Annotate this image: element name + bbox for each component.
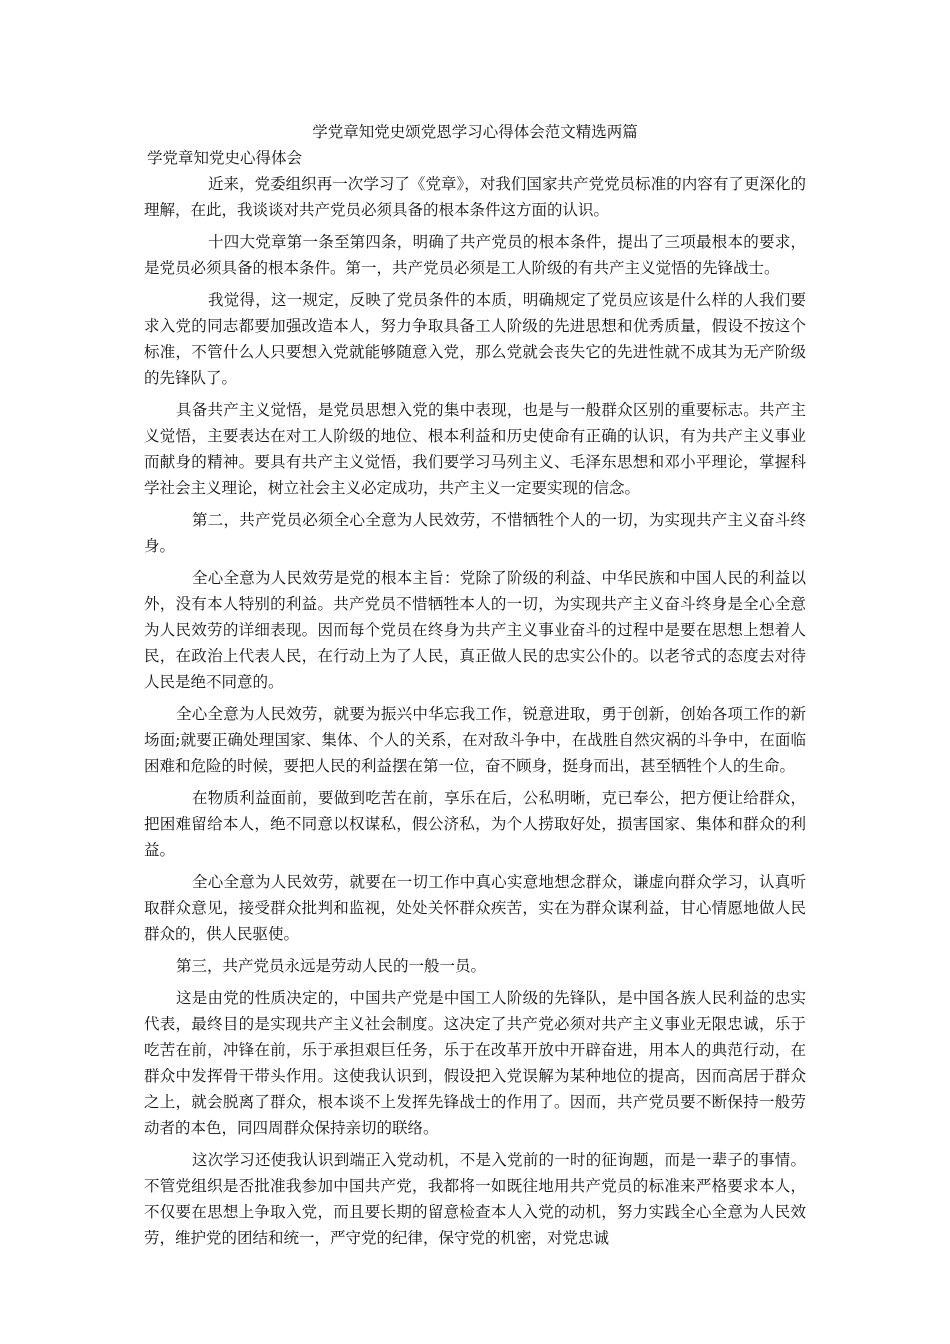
paragraph: 第三，共产党员永远是劳动人民的一般一员。 xyxy=(176,957,487,975)
paragraph: 第二，共产党员必须全心全意为人民效劳，不惜牺牲个人的一切，为实现共产主义奋斗终身。 xyxy=(144,511,806,555)
paragraph: 近来，党委组织再一次学习了《党章》，对我们国家共产党党员标准的内容有了更深化的理解，在此，我谈谈对共产党员必须具备的根本条件这方面的认识。 xyxy=(144,175,806,219)
paragraph: 这次学习还使我认识到端正入党动机，不是入党前的一时的征询题，而是一辈子的事情。不管党组织是否批准我参加中国共产党，我都将一如既往地用共产党员的标准来严格要求本人，不仅要在思想上争取入党，而且要长期的留意检查本人入党的动机，努力实践全心全意为人民效劳，维护党的团结和统一，严守党的纪律，保守党的机密，对党忠诚 xyxy=(144,1151,806,1247)
paragraph: 全心全意为人民效劳，就要在一切工作中真心实意地想念群众，谦虚向群众学习，认真听取群众意见，接受群众批判和监视，处处关怀群众疾苦，实在为群众谋利益，甘心情愿地做人民群众的，供人民驱使。 xyxy=(144,873,806,943)
paragraph: 具备共产主义觉悟，是党员思想入党的集中表现，也是与一般群众区别的重要标志。共产主义觉悟，主要表达在对工人阶级的地位、根本利益和历史使命有正确的认识，有为共产主义事业而献身的精神。要具有共产主义觉悟，我们要学习马列主义、毛泽东思想和邓小平理论，掌握科学社会主义理论，树立社会主义必定成功，共产主义一定要实现的信念。 xyxy=(144,401,806,497)
paragraph: 十四大党章第一条至第四条，明确了共产党员的根本条件，提出了三项最根本的要求，是党员必须具备的根本条件。第一，共产党员必须是工人阶级的有共产主义觉悟的先锋战士。 xyxy=(144,233,806,277)
paragraph: 在物质利益面前，要做到吃苦在前，享乐在后，公私明晰，克已奉公，把方便让给群众，把困难留给本人，绝不同意以权谋私，假公济私，为个人捞取好处，损害国家、集体和群众的利益。 xyxy=(144,789,806,859)
paragraph: 全心全意为人民效劳，就要为振兴中华忘我工作，锐意进取，勇于创新，创始各项工作的新场面;就要正确处理国家、集体、个人的关系，在对敌斗争中，在战胜自然灾祸的斗争中，在面临困难和危险的时候，要把人民的利益摆在第一位，奋不顾身，挺身而出，甚至牺牲个人的生命。 xyxy=(144,705,806,775)
document-page xyxy=(144,119,806,1257)
paragraph: 全心全意为人民效劳是党的根本主旨：党除了阶级的利益、中华民族和中国人民的利益以外，没有本人特别的利益。共产党员不惜牺牲本人的一切，为实现共产主义奋斗终身是全心全意为人民效劳的详细表现。因而每个党员在终身为共产主义事业奋斗的过程中是要在思想上想着人民，在政治上代表人民，在行动上为了人民，真正做人民的忠实公仆的。以老爷式的态度去对待人民是绝不同意的。 xyxy=(144,569,806,691)
document-title: 学党章知党史颂党恩学习心得体会范文精选两篇 xyxy=(312,123,638,141)
paragraph: 我觉得，这一规定，反映了党员条件的本质，明确规定了党员应该是什么样的人我们要求入党的同志都要加强改造本人，努力争取具备工人阶级的先进思想和优秀质量，假设不按这个标准，不管什么人只要想入党就能够随意入党，那么党就会丧失它的先进性就不成其为无产阶级的先锋队了。 xyxy=(144,291,806,387)
section-subtitle: 学党章知党史心得体会 xyxy=(147,149,303,167)
paragraph: 这是由党的性质决定的，中国共产党是中国工人阶级的先锋队，是中国各族人民利益的忠实代表，最终目的是实现共产主义社会制度。这决定了共产党必须对共产主义事业无限忠诚，乐于吃苦在前，冲锋在前，乐于承担艰巨任务，乐于在改革开放中开辟奋进，用本人的典范行动，在群众中发挥骨干带头作用。这使我认识到，假设把入党误解为某种地位的提高，因而高居于群众之上，就会脱离了群众，根本谈不上发挥先锋战士的作用了。因而，共产党员要不断保持一般劳动者的本色，同四周群众保持亲切的联络。 xyxy=(144,989,806,1137)
